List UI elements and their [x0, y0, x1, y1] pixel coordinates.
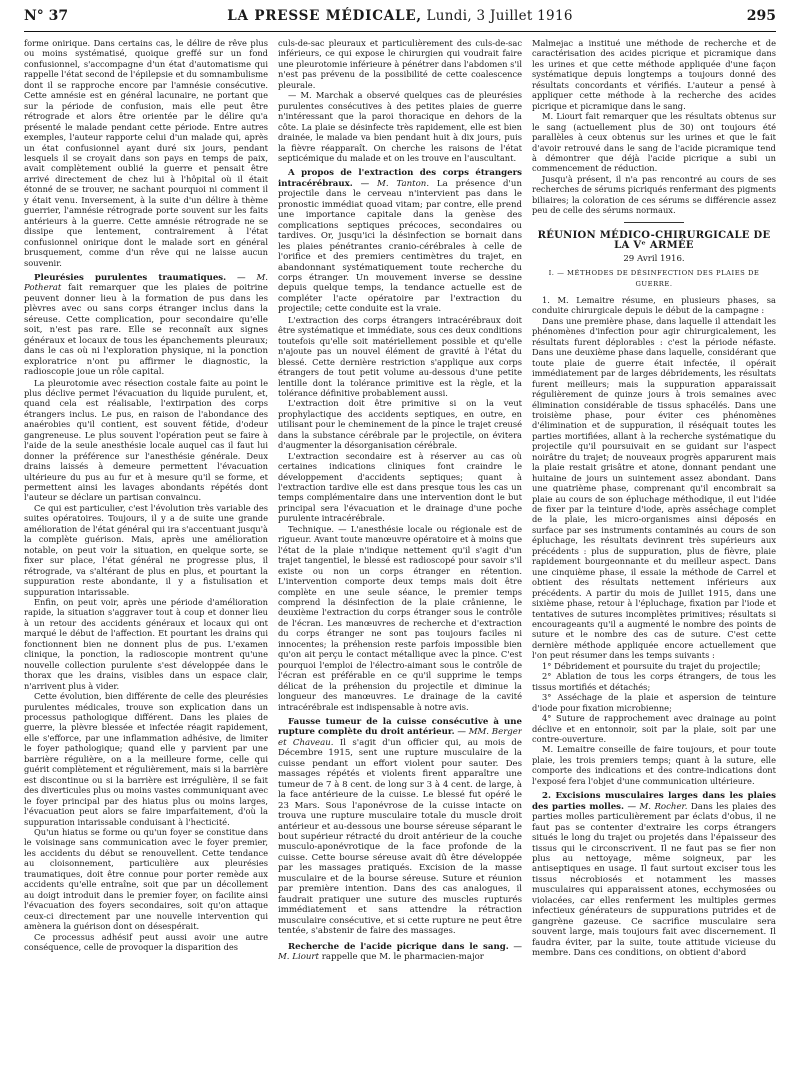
paragraph: forme onirique. Dans certains cas, le délire de rêve plus ou moins systématisé, quoique greffé sur un fond confusionnel, s'accompagne d'un état d'automatisme qui rappelle l'état second de l'épilepsie et du somnambulisme dont il se rapproche encore par l'amnésie consécutive. Cette amnésie est en général lacunaire, ne portant que sur la période de confusion, mais elle peut être rétrograde et alors être orientée par le délire qu'a présenté le malade pendant cette période. Entre autres exemples, l'auteur rapporte celui d'un malade qui, après un état confusionnel ayant duré six jours, pendant lesquels il se croyait dans son pays en temps de paix, avait complètement oublié la guerre et pensait être arrivé directement de chez lui à l'hôpital où il était étonné de se trouver, ne sachant pourquoi ni comment il y était venu. Inversement, à la suite d'un délire à thème guerrier, l'amnésie rétrograde porte souvent sur les faits antérieurs à la guerre. Cette amnésie rétrograde ne se dissipe que lentement, contrairement à l'état confusionnel onirique dont le malade sort en général brusquement, comme d'un rêve qui ne laisse aucun souvenir.: [24, 38, 268, 268]
section-title: A propos de l'extraction des corps étrangers intracérébraux.: [278, 168, 522, 189]
paragraph: — M. Marchak a observé quelques cas de pleurésies purulentes consécutives à des petites plaies de guerre n'intéressant que la paroi thoracique en dehors de la côte. La plaie se désinfecte très rapidement, elle est bien drainée, le malade va bien pendant huit à dix jours, puis la fièvre réapparaît. On cherche les raisons de l'état septicémique du malade et on les trouve en l'auscultant.: [278, 90, 522, 163]
section-heading-paragraph: [278, 942, 522, 963]
paragraph: Cette évolution, bien différente de celle des pleurésies purulentes médicales, trouve son explication dans un processus pathologique différent. Dans les plaies de guerre, la plèvre blessée et infectée réagit rapidement, elle s'efforce, par une inflammation adhésive, de limiter le foyer pathologique; quand elle y parvient par une barrière régulière, on a la meilleure forme, celle qui guérit complètement et régulièrement, mais si la barrière est discontinue ou si la barrière est irrégulière, il se fait des diverticules plus ou moins vastes communiquant avec le foyer principal par des hiatus plus ou moins larges, l'évacuation peut alors se faire imparfaitement, d'où la suppuration intarissable conduisant à l'hecticité.: [24, 691, 268, 827]
journal-title: LA PRESSE MÉDICALE,: [227, 8, 422, 24]
paragraph: 3° Asséchage de la plaie et aspersion de teinture d'iode pour fixation microbienne;: [532, 692, 776, 713]
section-title: Pleurésies purulentes traumatiques.: [34, 272, 227, 283]
section-body: fait remarquer que les plaies de poitrine peuvent donner lieu à la formation de pus dans les plèvres avec ou sans corps étranger inclus dans la séreuse. Cette complication, pour secondaire qu'elle soit, n'est pas rare. Elle se reconnaît aux signes généraux et locaux de tous les épanchements pleuraux; dans le cas où ni l'exploration physique, ni la ponction exploratrice n'ont pu affirmer le diagnostic, la radioscopie joue un rôle capital.: [24, 283, 268, 378]
author-name: — M. Liourt: [278, 941, 522, 962]
paragraph: L'extraction secondaire est à réserver au cas où certaines indications cliniques font craindre le développement d'accidents septiques; quant à l'extraction tardive elle est dans presque tous les cas un temps complémentaire dans une intervention dont le but principal sera l'évacuation et le drainage d'une poche purulente intracérébrale.: [278, 450, 522, 524]
author-name: — M. Tanton.: [352, 178, 430, 189]
paragraph: Ce processus adhésif peut aussi avoir une autre conséquence, celle de provoquer la disparition des: [24, 931, 268, 952]
author-name: — MM. Berger et Chaveau.: [278, 727, 522, 748]
session-subtitle: I. — MÉTHODES DE DÉSINFECTION DES PLAIES DE GUERRE.: [548, 269, 760, 288]
paragraph: L'extraction doit être primitive si on la veut prophylactique des accidents septiques, en outre, en utilisant pour le cheminement de la pince le trajet creusé dans la substance cérébrale par le projectile, on évitera d'augmenter la désorganisation cérébrale.: [278, 398, 522, 451]
paragraph: Technique. — L'anesthésie locale ou régionale est de rigueur. Avant toute manœuvre opératoire et à moins que l'état de la plaie n'indique nettement qu'il s'agit d'un trajet tangentiel, le blessé est radioscopé pour savoir s'il existe ou non un corps étranger en rétention. L'intervention comporte deux temps mais doit être complète en une seule séance, le premier temps comprend la désinfection de la plaie crânienne, le deuxième l'extraction du corps étranger sous le contrôle de l'écran. Les manœuvres de recherche et d'extraction du corps étranger ne sont pas toujours faciles ni innocentes; la préhension reste parfois impossible bien qu'on ait perçu le contact métallique avec la pince. C'est pourquoi l'emploi de l'électro-aimant sous le contrôle de l'écran est préférable en ce qu'il supprime le temps délicat de la préhension du projectile et diminue la longueur des manœuvres. Le drainage de la cavité intracérébrale est indispensable à notre avis.: [278, 523, 522, 712]
paragraph: 1° Débridement et poursuite du trajet du projectile;: [542, 660, 761, 671]
paragraph: 1. M. Lemaitre résume, en plusieurs phases, sa conduite chirurgicale depuis le début de la campagne :: [532, 294, 776, 316]
page-header: [24, 8, 776, 32]
paragraph: Qu'un hiatus se forme ou qu'un foyer se constitue dans le voisinage sans communication avec le foyer premier, les accidents du début se renouvellent. Cette tendance au cloisonnement, particulière aux pleurésies traumatiques, doit être connue pour porter remède aux accidents qu'elle entraîne, soit que par un décollement au doigt introduit dans le premier foyer, on facilite ainsi l'évacuation des foyers secondaires, soit qu'on attaque ceux-ci directement par une nouvelle intervention qui amènera la guérison dont on désespérait.: [24, 826, 268, 932]
paragraph: Enfin, on peut voir, après une période d'amélioration rapide, la situation s'aggraver tout à coup et donner lieu à un retour des accidents généraux et locaux qui ont marqué le début de l'affection. Et pourtant les drains qui fonctionnent bien ne donnent plus de pus. L'examen clinique, la ponction, la radioscopie montrent qu'une nouvelle collection purulente s'est développée dans le thorax que les drains, visibles dans un espace clair, n'arrivent plus à vider.: [24, 597, 268, 691]
section-body: La présence d'un projectile dans le cerveau n'intervient pas dans le pronostic immédiat quoad vitam; par contre, elle prend une importance capitale dans la genèse des complications septiques précoces, secondaires ou tardives. Or, jusqu'ici la désinfection se bornait dans les plaies pénétrantes cranio-cérébrales à celle de l'orifice et des premiers centimètres du trajet, en abandonnant systématiquement toute recherche du corps étranger. Un mouvement inverse se dessine depuis quelque temps, la tendance actuelle est de compléter l'acte opératoire par l'extraction du projectile; cette conduite est la vraie.: [278, 178, 522, 315]
section-title: 2. Excisions musculaires larges dans les plaies des parties molles.: [532, 791, 776, 812]
paragraph: M. Lemaitre conseille de faire toujours, et pour toute plaie, les trois premiers temps; quant à la suture, elle comporte des indications et des contre-indications dont l'exposé fera l'objet d'une communication ultérieure.: [532, 744, 776, 786]
page-number: 295: [746, 8, 776, 24]
paragraph: 2° Ablation de tous les corps étrangers, de tous les tissus mortifiés et détachés;: [532, 671, 776, 692]
section-body: Dans les plaies des parties molles particulièrement par éclats d'obus, il ne faut pas se contenter d'extraire les corps étrangers situés le long du trajet ou projetés dans l'épaisseur des tissus qui le circonscrivent. Il ne faut pas se fier non plus au nettoyage, même soigneux, par les antiseptiques en usage. Il faut surtout exciser tous les tissus nécrobiosés et notamment les masses musculaires qui apparaissent atones, ecchymosées ou violacées, car elles renferment les multiples germes infectieux générateurs de suppurations putrides et de gangrène gazeuse. Ce sacrifice musculaire sera souvent large, mais toujours fait avec discernement. Il faudra éviter, par la suite, toute attitude vicieuse du membre. Dans ces conditions, on obtient d'abord: [532, 801, 776, 959]
author-name: — M. Potherat: [24, 272, 268, 294]
paragraph: Dans une première phase, dans laquelle il attendait les phénomènes d'infection pour agir chirurgicalement, les résultats furent déplorables : c'est la période néfaste. Dans une deuxième phase dans laquelle, considérant que toute plaie de guerre était infectée, il opérait immédiatement par de larges débridements, les résultats furent meilleurs; mais la suppuration apparaissait régulièrement de quinze jours à trois semaines avec élimination considérable de tissus sphacélés. Dans une troisième phase, pour éviter ces phénomènes d'élimination et de suppuration, il réséquait toutes les parties mortifiées, allant à la recherche systématique du projectile qu'il poursuivait en se guidant sur l'aspect noirâtre du trajet; de nouveaux progrès apparurent mais la plaie restait grisâtre et atone, donnant pendant une huitaine de jours un suintement assez abondant. Dans une quatrième phase, comprenant qu'il encombrait sa plaie au cours de son épluchage méthodique, il eut l'idée de fixer par la teinture d'iode, après asséchage complet de la plaie, les micro-organismes ainsi déposés en surface par ses instruments contaminés au cours de son épluchage, les résultats devinrent très supérieurs aux précédents : plus de suppuration, plus de fièvre, plaie rapidement bourgeonnante et du meilleur aspect. Dans une cinquième phase, il essaie la méthode de Carrel et obtient des résultats nettement inférieurs aux précédents. A partir du mois de Juillet 1915, dans une sixième phase, retour à l'épluchage, fixation par l'iode et tentatives de sutures incomplètes primitives; résultats si encourageants qu'il a augmenté le nombre des points de suture et le nombre des cas de suture. C'est cette dernière méthode appliquée encore actuellement que l'on peut résumer dans les temps suivants :: [532, 315, 776, 661]
paragraph: L'extraction des corps étrangers intracérébraux doit être systématique et immédiate, sous ces deux conditions toutefois qu'elle soit matériellement possible et qu'elle n'ajoute pas un nouvel élément de gravité à l'état du blessé. Cette dernière restriction s'applique aux corps étrangers de tout petit volume au-dessous d'une petite lentille dont la tolérance primitive est la règle, et la tolérance définitive probablement aussi.: [278, 314, 522, 398]
society-title: RÉUNION MÉDICO-CHIRURGICALE DE LA Vᵉ ARMÉE: [537, 229, 771, 252]
meeting-date: 29 Avril 1916.: [623, 253, 685, 264]
paragraph: La pleurotomie avec résection costale faite au point le plus déclive permet l'évacuation du liquide purulent, et, quand cela est réalisable, l'extirpation des corps étrangers inclus. Le pus, en raison de l'abondance des anaérobies qu'il contient, est souvent fétide, d'odeur gangreneuse. Le plus souvent l'opération peut se faire à l'aide de la seule anesthésie locale auquel cas il faut lui donner la préférence sur l'anesthésie générale. Deux drains laissés à demeure permettent l'évacuation ultérieure du pus au fur et à mesure qu'il se forme, et permettent ainsi les lavages abondants répétés dont l'auteur se déclare un partisan convaincu.: [24, 377, 268, 503]
section-heading-paragraph: [278, 168, 522, 314]
section-heading-paragraph: [278, 717, 522, 937]
section-body: Il s'agit d'un officier qui, au mois de Décembre 1915, sent une rupture musculaire de la cuisse pendant un effort violent pour sauter. Des massages répétés et violents firent apparaître une tumeur de 7 à 8 cent. de long sur 3 à 4 cent. de large, à la face antérieure de la cuisse. Le blessé fut opéré le 23 Mars. Sous l'aponévrose de la cuisse intacte on trouva une rupture musculaire totale du muscle droit antérieur et au-dessous une bourse séreuse séparant le bout supérieur rétracté du droit antérieur de la couche musculo-aponévrotique de la face profonde de la cuisse. Cette bourse séreuse avait dû être développée par les massages pratiqués. Excision de la masse musculaire et de la bourse séreuse. Suture et réunion par première intention. Dans des cas analogues, il faudrait pratiquer une suture des muscles rupturés immédiatement et sans attendre la rétraction musculaire consécutive, et si cette rupture ne peut être tentée, s'abstenir de faire des massages.: [278, 737, 522, 937]
paragraph: Ce qui est particulier, c'est l'évolution très variable des suites opératoires. Toujours, il y a de suite une grande amélioration de l'état général qui ira s'accentuant jusqu'à la complète guérison. Mais, après une amélioration notable, on peut voir la situation, en quelque sorte, se fixer sur place, l'état général ne progresse plus, il rétrograde, va s'altérant de plus en plus, et pourtant la suppuration reste abondante, il y a fistulisation et suppuration intarissable.: [24, 502, 268, 597]
section-title: Recherche de l'acide picrique dans le sang.: [288, 941, 509, 952]
section-title: Fausse tumeur de la cuisse consécutive à une rupture complète du droit antérieur.: [278, 717, 522, 738]
paragraph: Jusqu'à présent, il n'a pas rencontré au cours de ses recherches de sérums picriqués renfermant des pigments biliaires; la coloration de ces sérums se différencie assez peu de celle des sérums normaux.: [532, 173, 776, 216]
section-body: rappelle que M. le pharmacien-major: [319, 951, 484, 962]
column-left: [24, 38, 268, 1074]
paragraph: 4° Suture de rapprochement avec drainage au point déclive et en entonnoir, soit par la plaie, soit par une contre-ouverture.: [532, 713, 776, 744]
issue-date: Lundi, 3 Juillet 1916: [426, 8, 573, 24]
paragraph: M. Liourt fait remarquer que les résultats obtenus sur le sang (actuellement plus de 30) ont toujours été parallèles à ceux obtenus sur les urines et que le fait d'avoir retrouvé dans le sang de l'acide picramique tend à démontrer que déjà l'acide picrique a subi un commencement de réduction.: [532, 111, 776, 174]
section-heading-paragraph: [532, 791, 776, 958]
paragraph: Malmejac a institué une méthode de recherche et de caractérisation des acides picrique et picramique dans les urines et que cette méthode appliquée d'une façon systématique depuis longtemps a toujours donné des résultats concordants et vérifiés. L'auteur a pensé à appliquer cette méthode à la recherche des acides picrique et picramique dans le sang.: [532, 38, 776, 111]
column-right: [532, 38, 776, 1074]
paragraph: culs-de-sac pleuraux et particulièrement des culs-de-sac inférieurs, ce qui expose le chirurgien qui voudrait faire une pleurotomie inférieure à pénétrer dans l'abdomen s'il n'est pas prévenu de la possibilité de cette coalescence pleurale.: [278, 38, 522, 90]
header-rule: [24, 31, 776, 32]
issue-number: N° 37: [24, 8, 69, 24]
section-divider: [624, 222, 684, 223]
section-heading-paragraph: [24, 273, 268, 378]
journal-masthead: [24, 8, 776, 24]
column-middle: [278, 38, 522, 1074]
author-name: — M. Rocher.: [624, 801, 688, 812]
